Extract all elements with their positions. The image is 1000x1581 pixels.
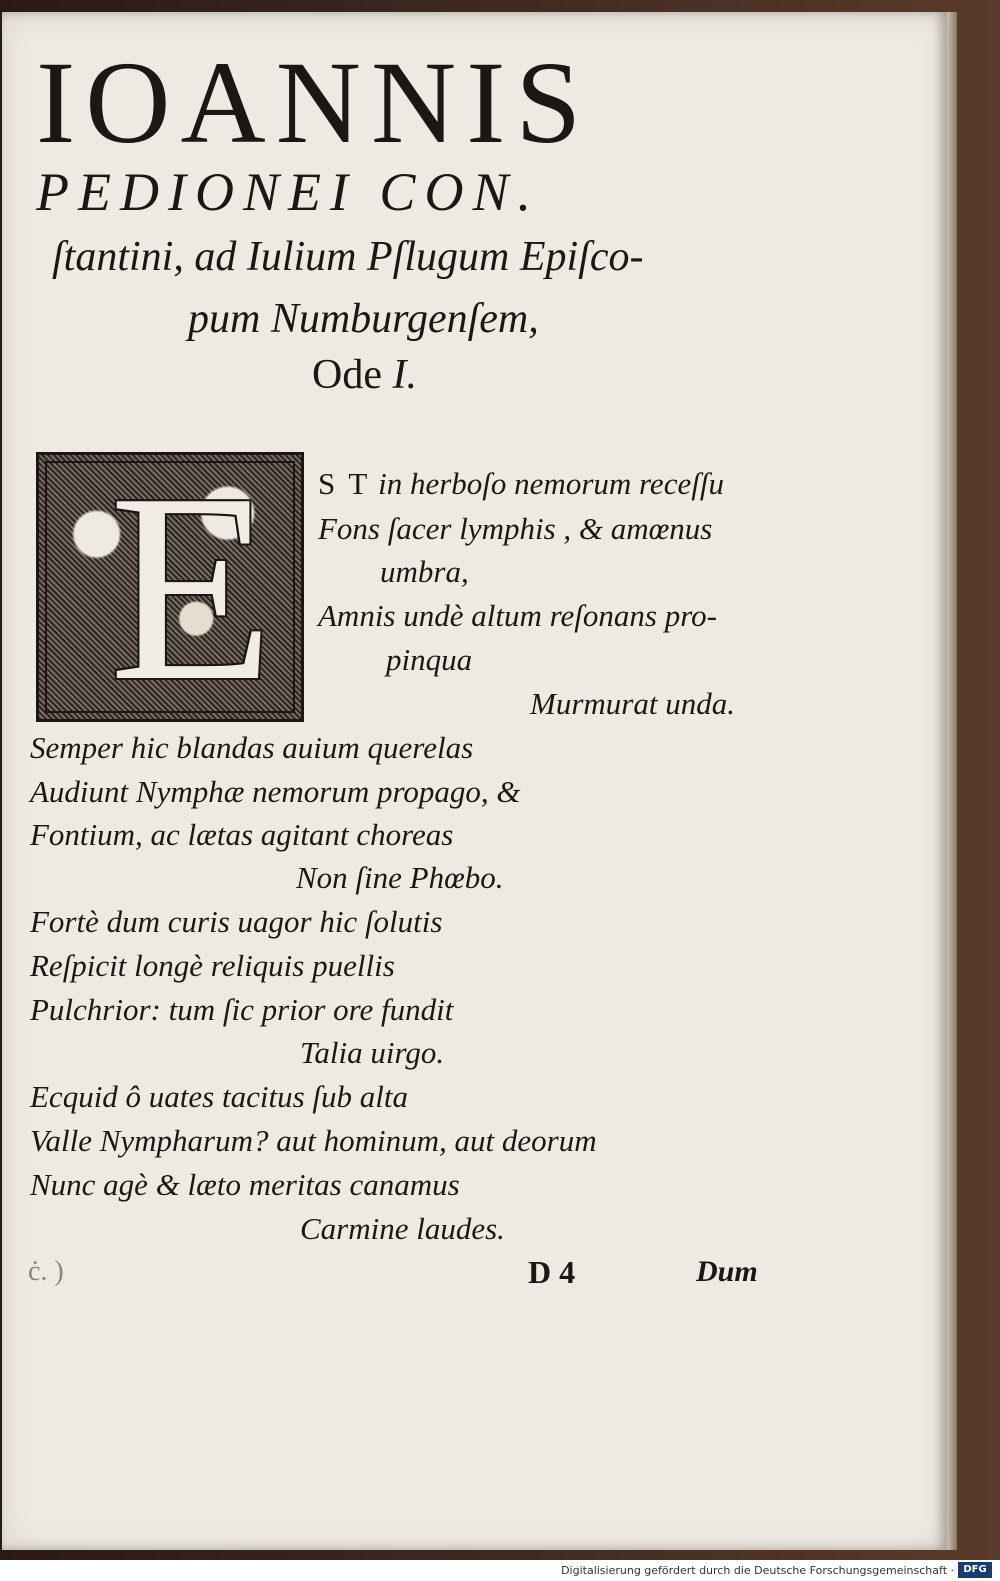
verse-line: Pulchrior: tum ſic prior ore fundit — [30, 992, 454, 1027]
decorated-initial — [36, 452, 304, 722]
verse-line: Semper hic blandas auium querelas — [30, 730, 474, 765]
verse-line — [318, 462, 758, 506]
ode-number: I. — [392, 352, 417, 398]
footer-credit: Digitalisierung gefördert durch die Deutsche Forschungsgemeinschaft · — [561, 1564, 954, 1577]
verse-line: umbra, — [380, 554, 469, 589]
verse-line: Nunc agè & læto meritas canamus — [30, 1167, 460, 1202]
verse-line: Carmine laudes. — [300, 1211, 505, 1246]
title-dedication-line1: ſtantini, ad Iulium Pſlugum Epiſco- — [52, 234, 644, 280]
verse-line: Talia uirgo. — [300, 1035, 445, 1070]
verse-line: Fons ſacer lymphis , & amœnus — [318, 511, 713, 546]
title-author-surname: PEDIONEI CON. — [36, 162, 540, 222]
stray-marks: ċ. ) — [28, 1256, 64, 1287]
page-edge — [947, 12, 957, 1550]
catchword: Dum — [696, 1255, 758, 1288]
verse-line: Audiunt Nymphæ nemorum propago, & — [30, 774, 521, 809]
initial-letter: E — [109, 452, 274, 722]
verse-caps: S T — [318, 466, 371, 501]
verse-line: pinqua — [386, 642, 473, 677]
verse-line: Fontium, ac lætas agitant choreas — [30, 817, 454, 852]
verse-line: Murmurat unda. — [530, 686, 735, 721]
signature-mark: D 4 — [528, 1254, 576, 1290]
title-ode-heading — [312, 346, 612, 404]
verse-line: Non ſine Phœbo. — [296, 860, 504, 895]
verse-line: Ecquid ô uates tacitus ſub alta — [30, 1079, 408, 1114]
verse-line: Amnis undè altum reſonans pro- — [318, 598, 717, 633]
verse-line: Valle Nympharum? aut hominum, aut deorum — [30, 1123, 597, 1158]
dfg-logo-icon: DFG — [958, 1562, 992, 1578]
title-author-name: IOANNIS — [36, 37, 592, 168]
title-dedication-line2: pum Numburgenſem, — [188, 296, 539, 342]
verse-text: in herboſo nemorum receſſu — [370, 466, 724, 501]
verse-line: Reſpicit longè reliquis puellis — [30, 948, 395, 983]
ode-label: Ode — [312, 352, 382, 398]
digitization-footer — [0, 1560, 1000, 1581]
verse-line: Fortè dum curis uagor hic ſolutis — [30, 904, 443, 939]
